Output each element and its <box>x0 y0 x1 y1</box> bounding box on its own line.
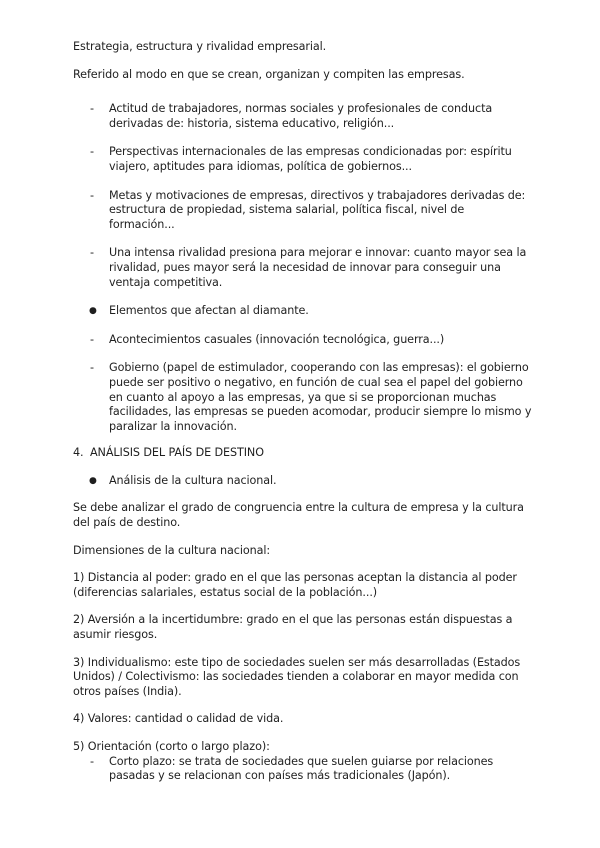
list-item-text: Metas y motivaciones de empresas, directivos y trabajadores derivadas de: estructura de propiedad, sistema salarial, política fiscal, nivel de formación... <box>109 188 526 231</box>
document-content <box>73 40 533 784</box>
paragraph: 3) Individualismo: este tipo de sociedades suelen ser más desarrolladas (Estados Unidos) / Colectivismo: las sociedades tienden a colaborar en mayor medida con otros países (India). <box>73 655 521 698</box>
list-item <box>73 755 533 784</box>
paragraph: 4) Valores: cantidad o calidad de vida. <box>73 712 284 726</box>
list-item <box>73 145 533 174</box>
dash-marker: - <box>90 754 94 768</box>
list-item-text: Perspectivas internacionales de las empresas condicionadas por: espíritu viajero, aptitudes para idiomas, política de gobiernos... <box>109 145 512 173</box>
list-item <box>73 246 533 290</box>
bullet-marker: ● <box>89 475 97 486</box>
paragraph: 1) Distancia al poder: grado en el que las personas aceptan la distancia al poder (diferencias salariales, estatus social de la población...) <box>73 571 517 599</box>
list-item-text: Acontecimientos casuales (innovación tecnológica, guerra...) <box>109 332 445 346</box>
list-item-text: Una intensa rivalidad presiona para mejorar e innovar: cuanto mayor sea la rivalidad, pues mayor será la necesidad de innovar para conseguir una ventaja competitiva. <box>109 246 527 289</box>
paragraph: 2) Aversión a la incertidumbre: grado en el que las personas están dispuestas a asumir riesgos. <box>73 613 513 642</box>
section-title: Estrategia, estructura y rivalidad empresarial. <box>73 40 327 53</box>
dash-marker: - <box>90 188 94 202</box>
paragraph: 5) Orientación (corto o largo plazo): <box>73 740 270 753</box>
intro-paragraph: Referido al modo en que se crean, organizan y compiten las empresas. <box>73 67 465 81</box>
list-item-text: Gobierno (papel de estimulador, cooperando con las empresas): el gobierno puede ser positivo o negativo, en función de cual sea el papel del gobierno en cuanto al apoyo a las empresas, ya que si se proporcionan muchas facilidades, las empresas se pueden acomodar, producir siempre lo mismo y paralizar la innovación. <box>109 361 532 433</box>
list-item <box>73 189 533 233</box>
dash-marker: - <box>90 246 94 260</box>
list-item <box>73 361 533 434</box>
bullet-item-text: Elementos que afectan al diamante. <box>109 304 309 318</box>
heading-number: 4. <box>73 446 84 460</box>
dash-marker: - <box>90 332 94 346</box>
list-item <box>73 333 533 348</box>
paragraph: Se debe analizar el grado de congruencia entre la cultura de empresa y la cultura del país de destino. <box>73 501 524 530</box>
bullet-item-text: Análisis de la cultura nacional. <box>109 473 277 487</box>
bullet-item <box>73 474 533 489</box>
bullet-item <box>73 304 533 319</box>
bullet-marker: ● <box>89 306 97 317</box>
paragraph: Dimensiones de la cultura nacional: <box>73 543 271 557</box>
heading-title: ANÁLISIS DEL PAÍS DE DESTINO <box>90 446 264 460</box>
list-item-text: Actitud de trabajadores, normas sociales y profesionales de conducta derivadas de: historia, sistema educativo, religión... <box>109 102 493 130</box>
dash-marker: - <box>90 102 94 116</box>
list-item-text: Corto plazo: se trata de sociedades que suelen guiarse por relaciones pasadas y se relacionan con países más tradicionales (Japón). <box>109 754 494 783</box>
section-heading <box>73 446 533 461</box>
dash-marker: - <box>90 145 94 159</box>
dash-marker: - <box>90 361 94 375</box>
list-item <box>73 102 533 131</box>
